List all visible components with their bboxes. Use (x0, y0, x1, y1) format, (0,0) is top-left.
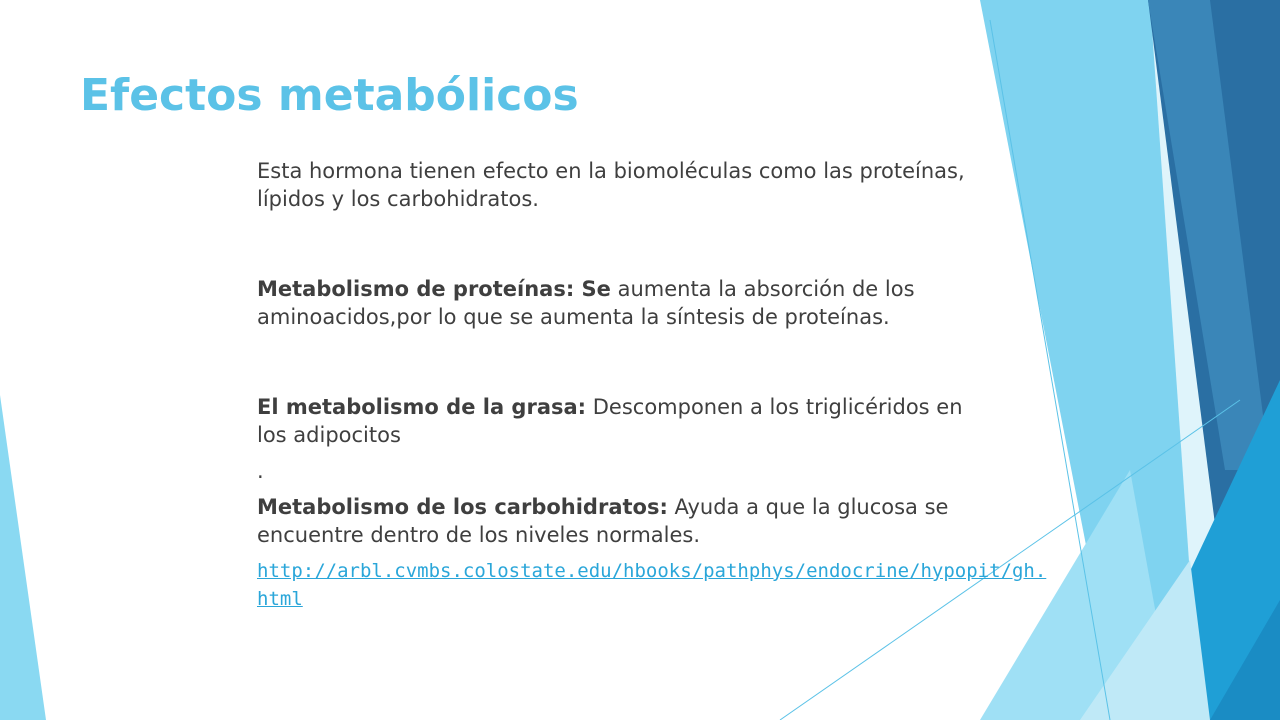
left-edge-shape (0, 395, 46, 720)
slide-title: Efectos metabólicos (80, 70, 579, 121)
proteins-paragraph (257, 275, 977, 331)
fat-text: Descomponen a los triglicéridos en los adipocitos (257, 395, 963, 447)
carbs-text: Ayuda a que la glucosa se encuentre dentro de los niveles normales. (257, 495, 949, 547)
proteins-label: Metabolismo de proteínas: Se (257, 277, 611, 301)
slide-body (257, 157, 1047, 613)
fat-paragraph (257, 393, 977, 449)
reference-link[interactable]: http://arbl.cvmbs.colostate.edu/hbooks/pathphys/endocrine/hypopit/gh.html (257, 560, 1047, 610)
proteins-text: aumenta la absorción de los aminoacidos,por lo que se aumenta la síntesis de proteínas. (257, 277, 915, 329)
dot-paragraph: . (257, 459, 264, 483)
fat-label: El metabolismo de la grasa: (257, 395, 587, 419)
intro-paragraph: Esta hormona tienen efecto en la biomoléculas como las proteínas, lípidos y los carbohidratos. (257, 159, 965, 211)
carbs-label: Metabolismo de los carbohidratos: (257, 495, 668, 519)
carbs-paragraph (257, 493, 977, 549)
